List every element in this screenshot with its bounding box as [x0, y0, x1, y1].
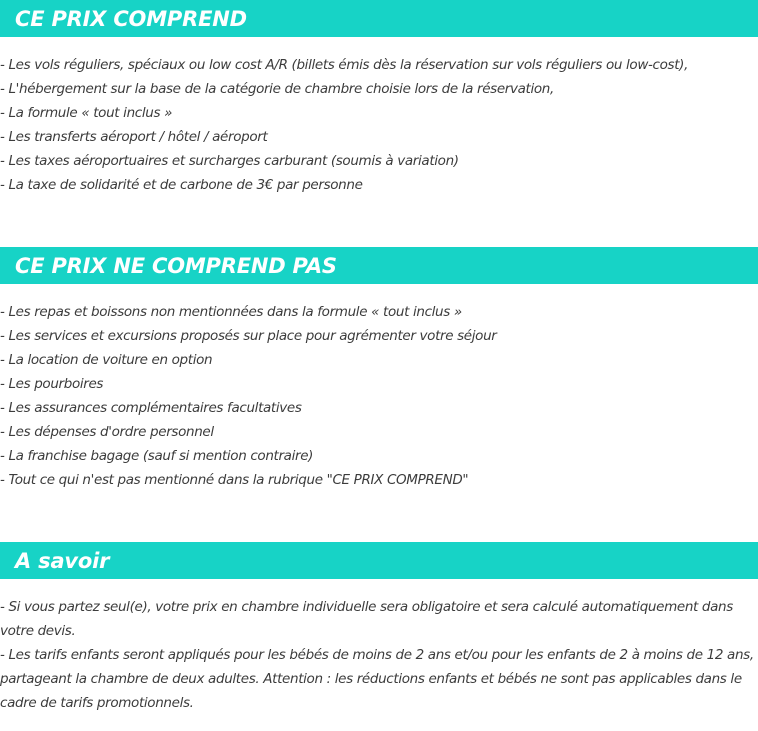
list-item: - Les transferts aéroport / hôtel / aéroport	[0, 129, 268, 145]
list-item: - Les taxes aéroportuaires et surcharges carburant (soumis à variation)	[0, 153, 459, 169]
included-list	[0, 53, 758, 197]
section-header-to-know	[0, 542, 758, 579]
list-item: - Les vols réguliers, spéciaux ou low cost A/R (billets émis dès la réservation sur vols réguliers ou low-cost),	[0, 57, 689, 73]
list-item: - Les dépenses d'ordre personnel	[0, 424, 214, 440]
not-included-list	[0, 300, 758, 492]
section-header-included	[0, 0, 758, 37]
list-item: - La franchise bagage (sauf si mention contraire)	[0, 448, 314, 464]
list-item: - Les assurances complémentaires facultatives	[0, 400, 302, 416]
info-paragraph-single: - Si vous partez seul(e), votre prix en chambre individuelle sera obligatoire et sera calculé automatiquement dans votre devis.	[0, 599, 733, 639]
list-item: - La formule « tout inclus »	[0, 105, 173, 121]
section-title-included: CE PRIX COMPREND	[15, 6, 247, 31]
section-header-not-included	[0, 247, 758, 284]
list-item: - Tout ce qui n'est pas mentionné dans la rubrique "CE PRIX COMPREND"	[0, 472, 469, 488]
list-item: - La taxe de solidarité et de carbone de 3€ par personne	[0, 177, 363, 193]
info-paragraph-children: - Les tarifs enfants seront appliqués pour les bébés de moins de 2 ans et/ou pour les enfants de 2 à moins de 12 ans, partageant la chambre de deux adultes. Attention : les réductions enfants et bébés ne sont pas applicables dans le cadre de tarifs promotionnels.	[0, 647, 754, 711]
list-item: - La location de voiture en option	[0, 352, 213, 368]
section-title-to-know: A savoir	[15, 548, 110, 573]
list-item: - Les services et excursions proposés sur place pour agrémenter votre séjour	[0, 328, 497, 344]
list-item: - Les repas et boissons non mentionnées dans la formule « tout inclus »	[0, 304, 462, 320]
list-item: - L'hébergement sur la base de la catégorie de chambre choisie lors de la réservation,	[0, 81, 554, 97]
section-title-not-included: CE PRIX NE COMPREND PAS	[15, 253, 337, 278]
list-item: - Les pourboires	[0, 376, 104, 392]
